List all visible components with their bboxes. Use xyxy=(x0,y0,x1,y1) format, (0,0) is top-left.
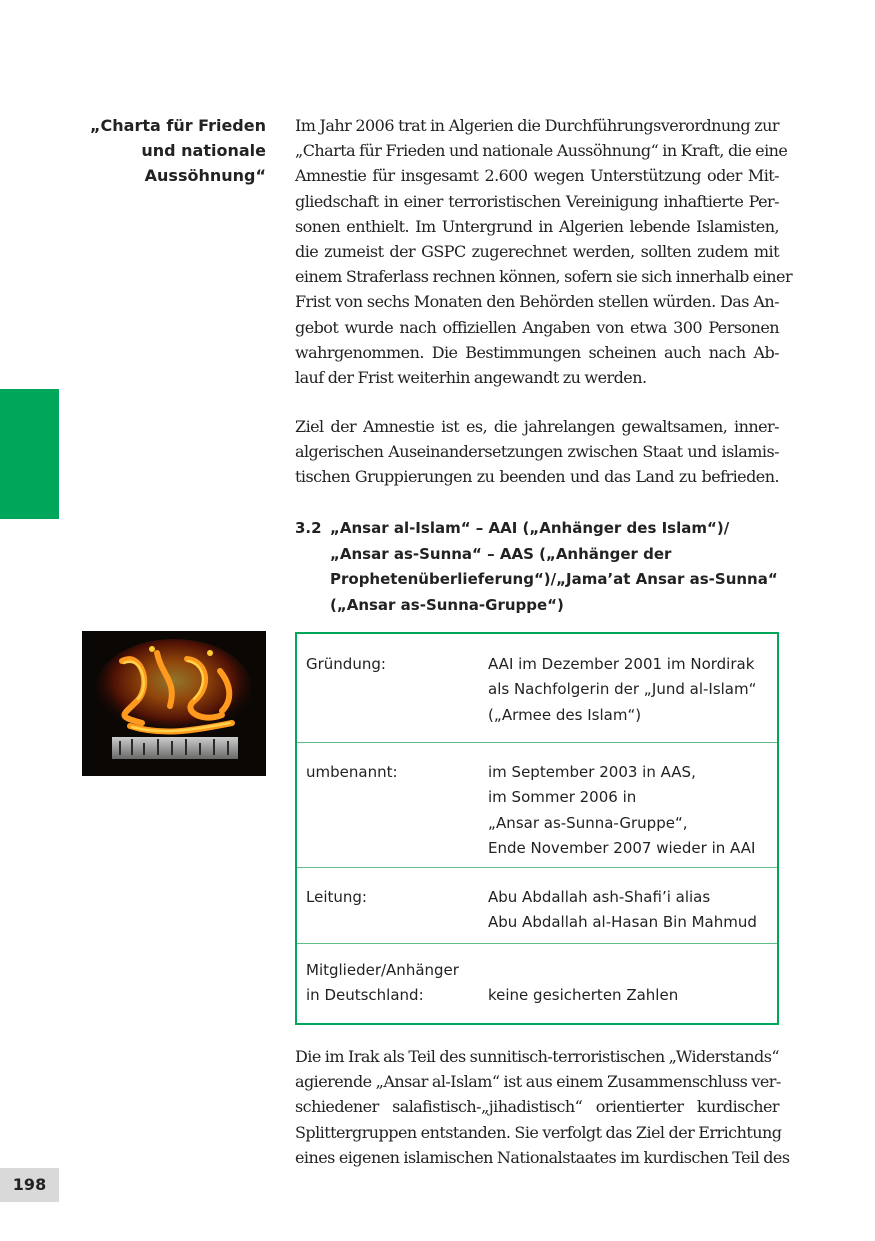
info-label-line: Gründung: xyxy=(306,655,386,673)
text-line: lauf der Frist weiterhin angewandt zu werden. xyxy=(295,368,647,388)
text-line: die zumeist der GSPC zugerechnet werden, sollten zudem mit xyxy=(295,242,779,262)
chapter-tab-marker xyxy=(0,389,59,519)
paragraph-ansar-al-islam xyxy=(295,1044,790,1170)
text-line: Frist von sechs Monaten den Behörden stellen würden. Das An- xyxy=(295,292,779,312)
section-title xyxy=(330,516,779,618)
section-heading xyxy=(295,516,779,618)
text-line: wahrgenommen. Die Bestimmungen scheinen auch nach Ab- xyxy=(295,342,779,362)
info-row-gruendung xyxy=(297,634,777,743)
text-line: gebot wurde nach offiziellen Angaben von etwa 300 Personen xyxy=(295,317,779,337)
info-value xyxy=(488,652,756,728)
side-heading xyxy=(60,113,266,188)
section-title-line: „Ansar al-Islam“ – AAI („Anhänger des Islam“)/ xyxy=(330,519,730,537)
info-value xyxy=(488,983,678,1008)
info-label xyxy=(306,958,459,1009)
info-value xyxy=(488,760,755,861)
text-line: schiedener salafistisch-„jihadistisch“ orientierter kurdischer xyxy=(295,1097,779,1117)
section-title-line: („Ansar as-Sunna-Gruppe“) xyxy=(330,595,564,614)
info-value-line: im September 2003 in AAS, xyxy=(488,763,696,781)
side-heading-line: Aussöhnung“ xyxy=(144,166,266,185)
side-heading-line: und nationale xyxy=(141,141,266,160)
info-value-line: AAI im Dezember 2001 im Nordirak xyxy=(488,655,755,673)
paragraph-amnestie xyxy=(295,414,779,490)
text-line: einem Straferlass rechnen können, sofern sie sich innerhalb einer xyxy=(295,267,793,287)
info-value-line: keine gesicherten Zahlen xyxy=(488,986,679,1004)
info-value-line: als Nachfolgerin der „Jund al-Islam“ xyxy=(488,680,757,699)
info-value-line: Abu Abdallah ash-Shafi’i alias xyxy=(488,888,711,906)
side-heading-line: „Charta für Frieden xyxy=(90,116,266,135)
info-value-line: im Sommer 2006 in xyxy=(488,788,637,807)
emblem-graphic xyxy=(82,631,266,776)
info-value-line: „Ansar as-Sunna-Gruppe“, xyxy=(488,813,688,832)
text-line: algerischen Auseinandersetzungen zwischen Staat und islamis- xyxy=(295,442,779,462)
text-line: tischen Gruppierungen zu beenden und das Land zu befrieden. xyxy=(295,467,779,487)
info-label-line: Leitung: xyxy=(306,888,367,906)
text-line: agierende „Ansar al-Islam“ ist aus einem Zusammenschluss ver- xyxy=(295,1072,781,1092)
info-label xyxy=(306,652,386,677)
info-value-line: Ende November 2007 wieder in AAI xyxy=(488,838,756,857)
section-title-line: „Ansar as-Sunna“ – AAS („Anhänger der xyxy=(330,544,672,563)
info-value-line: Abu Abdallah al-Hasan Bin Mahmud xyxy=(488,913,757,932)
page-number: 198 xyxy=(0,1168,59,1202)
text-line: Die im Irak als Teil des sunnitisch-terroristischen „Widerstands“ xyxy=(295,1047,779,1066)
info-label xyxy=(306,760,398,785)
section-number: 3.2 xyxy=(295,519,322,537)
info-label xyxy=(306,885,367,910)
info-row-umbenannt xyxy=(297,743,777,868)
text-line: Ziel der Amnestie ist es, die jahrelangen gewaltsamen, inner- xyxy=(295,417,779,436)
info-value xyxy=(488,885,757,936)
info-label-line: umbenannt: xyxy=(306,763,398,781)
info-value-line: („Armee des Islam“) xyxy=(488,705,642,724)
text-line: gliedschaft in einer terroristischen Vereinigung inhaftierte Per- xyxy=(295,191,779,211)
section-title-line: Prophetenüberlieferung“)/„Jama’at Ansar as-Sunna“ xyxy=(330,570,778,588)
organization-emblem-image xyxy=(82,631,266,776)
text-line: sonen enthielt. Im Untergrund in Algerien lebende Islamisten, xyxy=(295,216,779,236)
organization-info-box xyxy=(295,632,779,1025)
info-label-line: Mitglieder/Anhänger xyxy=(306,961,459,979)
text-line: Im Jahr 2006 trat in Algerien die Durchführungsverordnung zur xyxy=(295,116,779,135)
paragraph-charta xyxy=(295,113,793,390)
text-line: Amnestie für insgesamt 2.600 wegen Unterstützung oder Mit- xyxy=(295,166,779,186)
info-row-mitglieder xyxy=(297,944,777,1023)
text-line: Splittergruppen entstanden. Sie verfolgt das Ziel der Errichtung xyxy=(295,1122,782,1142)
info-label-line: in Deutschland: xyxy=(306,986,424,1005)
text-line: „Charta für Frieden und nationale Aussöhnung“ in Kraft, die eine xyxy=(295,141,788,161)
info-row-leitung xyxy=(297,868,777,944)
text-line: eines eigenen islamischen Nationalstaates im kurdischen Teil des xyxy=(295,1147,790,1167)
